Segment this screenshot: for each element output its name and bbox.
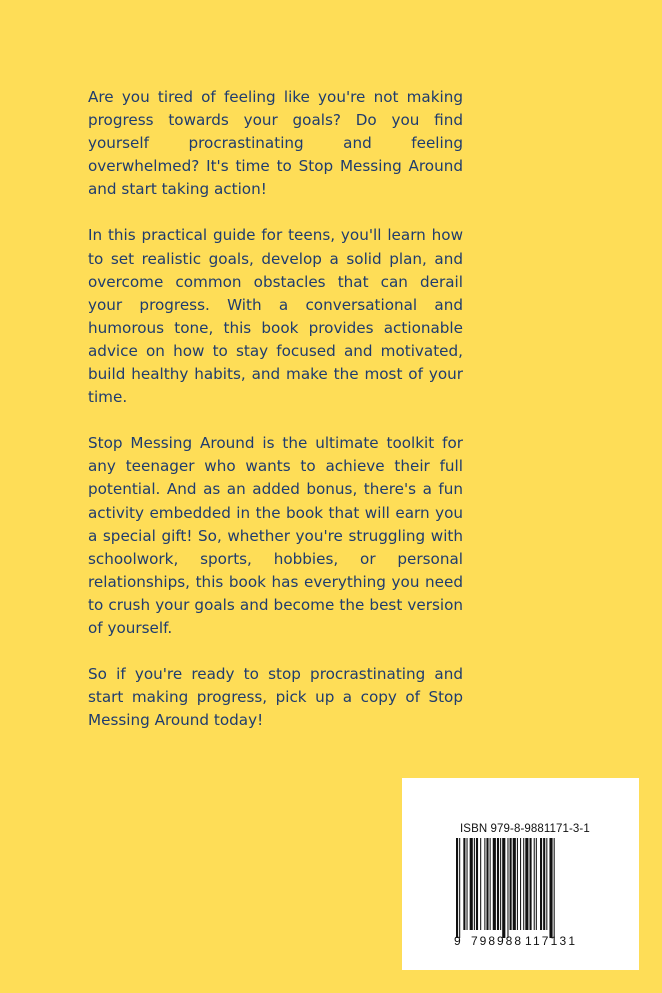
barcode-digits-left: 798988 <box>471 934 521 948</box>
barcode-bar <box>536 838 537 930</box>
barcode-bar <box>530 838 532 930</box>
barcode-image <box>452 838 582 950</box>
barcode-bar <box>500 838 501 930</box>
barcode-bar <box>480 838 481 930</box>
blurb-paragraph-2: In this practical guide for teens, you'll learn how to set realistic goals, develop a solid plan, and overcome common obstacles that can derail your progress. With a conversational and humorous tone, this book provides actionable advice on how to stay focused and motivated, build healthy habits, and make the most of your time. <box>88 226 463 407</box>
barcode-bar <box>459 838 460 938</box>
barcode-bar <box>507 838 508 938</box>
barcode-bar <box>543 838 545 930</box>
blurb-paragraph-3: Stop Messing Around is the ultimate toolkit for any teenager who wants to achieve their full potential. And as an added bonus, there's a fun activity embedded in the book that will earn you a special gift! So, whether you're struggling with schoolwork, sports, hobbies, or personal relationships, this book has everything you need to crush your goals and become the best version of yourself. <box>88 434 463 637</box>
barcode-bar <box>497 838 499 930</box>
barcode-bar <box>467 838 468 930</box>
isbn-label: ISBN 979-8-9881171-3-1 <box>460 823 590 835</box>
barcode-bar <box>490 838 491 930</box>
barcode-bar <box>520 838 521 930</box>
barcode-bar <box>546 838 547 930</box>
barcode-bar <box>540 838 542 930</box>
barcode-bars <box>456 838 555 938</box>
barcode-bar <box>525 838 528 930</box>
barcode-bar <box>517 838 518 930</box>
blurb-paragraph-1: Are you tired of feeling like you're not making progress towards your goals? Do you find yourself procrastinating and feeling overwhelmed? It's time to Stop Messing Around and start taking action! <box>88 88 463 199</box>
back-cover-blurb <box>88 86 463 755</box>
barcode-bar <box>554 838 555 938</box>
barcode-bar <box>470 838 473 930</box>
barcode-bar <box>534 838 535 930</box>
barcode-bar <box>502 838 505 938</box>
isbn-barcode-box <box>402 778 639 970</box>
barcode-bar <box>523 838 524 930</box>
barcode-digits-lead: 9 <box>454 934 461 948</box>
barcode-bar <box>476 838 478 930</box>
barcode-bar <box>486 838 488 930</box>
barcode-bar <box>549 838 552 938</box>
barcode-digits-right: 117131 <box>525 934 575 948</box>
barcode-bar <box>510 838 512 930</box>
barcode-bar <box>474 838 475 930</box>
barcode-bar <box>493 838 496 930</box>
blurb-paragraph-4: So if you're ready to stop procrastinating and start making progress, pick up a copy of Stop Messing Around today! <box>88 665 463 730</box>
barcode-bar <box>513 838 516 930</box>
barcode-bar <box>463 838 465 930</box>
barcode-bar <box>456 838 458 938</box>
barcode-bar <box>484 838 485 930</box>
